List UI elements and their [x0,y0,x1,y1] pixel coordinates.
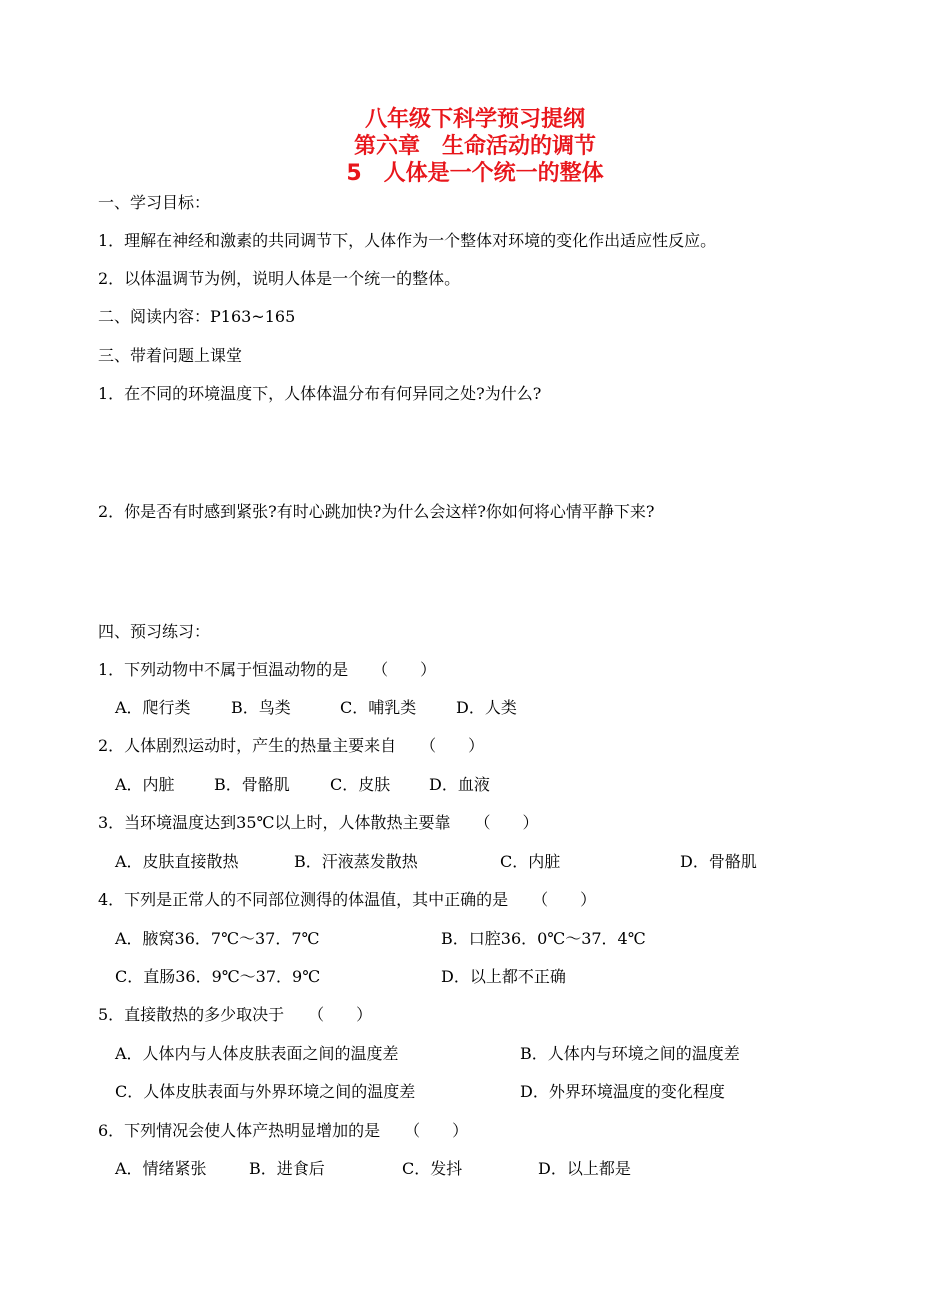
document-header [0,106,950,187]
question-item: 1．在不同的环境温度下，人体体温分布有何异同之处?为什么? [98,384,542,403]
exercise-stem: 6．下列情况会使人体产热明显增加的是 （ ） [98,1121,469,1140]
exercise-option: B．汗液蒸发散热 [294,852,418,871]
exercise-option: C．直肠36．9℃～37．9℃ [115,967,321,986]
exercise-option: B．骨骼肌 [214,775,290,794]
exercise-option: C．皮肤 [330,775,391,794]
exercise-option: A．腋窝36．7℃～37．7℃ [115,929,320,948]
exercise-stem: 3．当环境温度达到35℃以上时，人体散热主要靠 （ ） [98,813,539,832]
exercise-option: B．鸟类 [231,698,291,717]
exercise-option: A．内脏 [115,775,175,794]
exercise-option: A．皮肤直接散热 [115,852,239,871]
exercise-option: A．爬行类 [115,698,191,717]
goals-heading: 一、学习目标： [98,193,211,212]
exercise-option: D．骨骼肌 [680,852,757,871]
exercise-option: D．人类 [456,698,517,717]
exercise-stem: 4．下列是正常人的不同部位测得的体温值，其中正确的是 （ ） [98,890,597,909]
exercise-option: A．情绪紧张 [115,1159,207,1178]
exercise-option: A．人体内与人体皮肤表面之间的温度差 [115,1044,399,1063]
goal-item: 1．理解在神经和激素的共同调节下，人体作为一个整体对环境的变化作出适应性反应。 [98,231,717,250]
chapter-title: 第六章 生命活动的调节 [353,134,596,159]
reading-range: 二、阅读内容：P163~165 [98,307,296,326]
exercise-stem: 5．直接散热的多少取决于 （ ） [98,1005,373,1024]
exercise-option: B．人体内与环境之间的温度差 [520,1044,740,1063]
exercise-option: D．血液 [429,775,490,794]
exercise-option: D．以上都不正确 [441,967,566,986]
exercise-option: B．口腔36．0℃～37．4℃ [441,929,646,948]
exercise-option: C．人体皮肤表面与外界环境之间的温度差 [115,1082,416,1101]
questions-heading: 三、带着问题上课堂 [98,346,243,365]
exercise-stem: 2．人体剧烈运动时，产生的热量主要来自 （ ） [98,736,485,755]
exercise-option: C．哺乳类 [340,698,417,717]
practice-heading: 四、预习练习： [98,622,211,641]
exercise-option: D．以上都是 [538,1159,631,1178]
exercise-option: C．内脏 [500,852,561,871]
question-item: 2．你是否有时感到紧张?有时心跳加快?为什么会这样?你如何将心情平静下来? [98,502,655,521]
exercise-stem: 1．下列动物中不属于恒温动物的是 （ ） [98,660,437,679]
section-title: 5 人体是一个统一的整体 [346,161,604,186]
exercise-option: B．进食后 [249,1159,325,1178]
document-title: 八年级下科学预习提纲 [364,107,585,132]
exercise-option: C．发抖 [402,1159,463,1178]
goal-item: 2．以体温调节为例，说明人体是一个统一的整体。 [98,269,461,288]
exercise-option: D．外界环境温度的变化程度 [520,1082,725,1101]
